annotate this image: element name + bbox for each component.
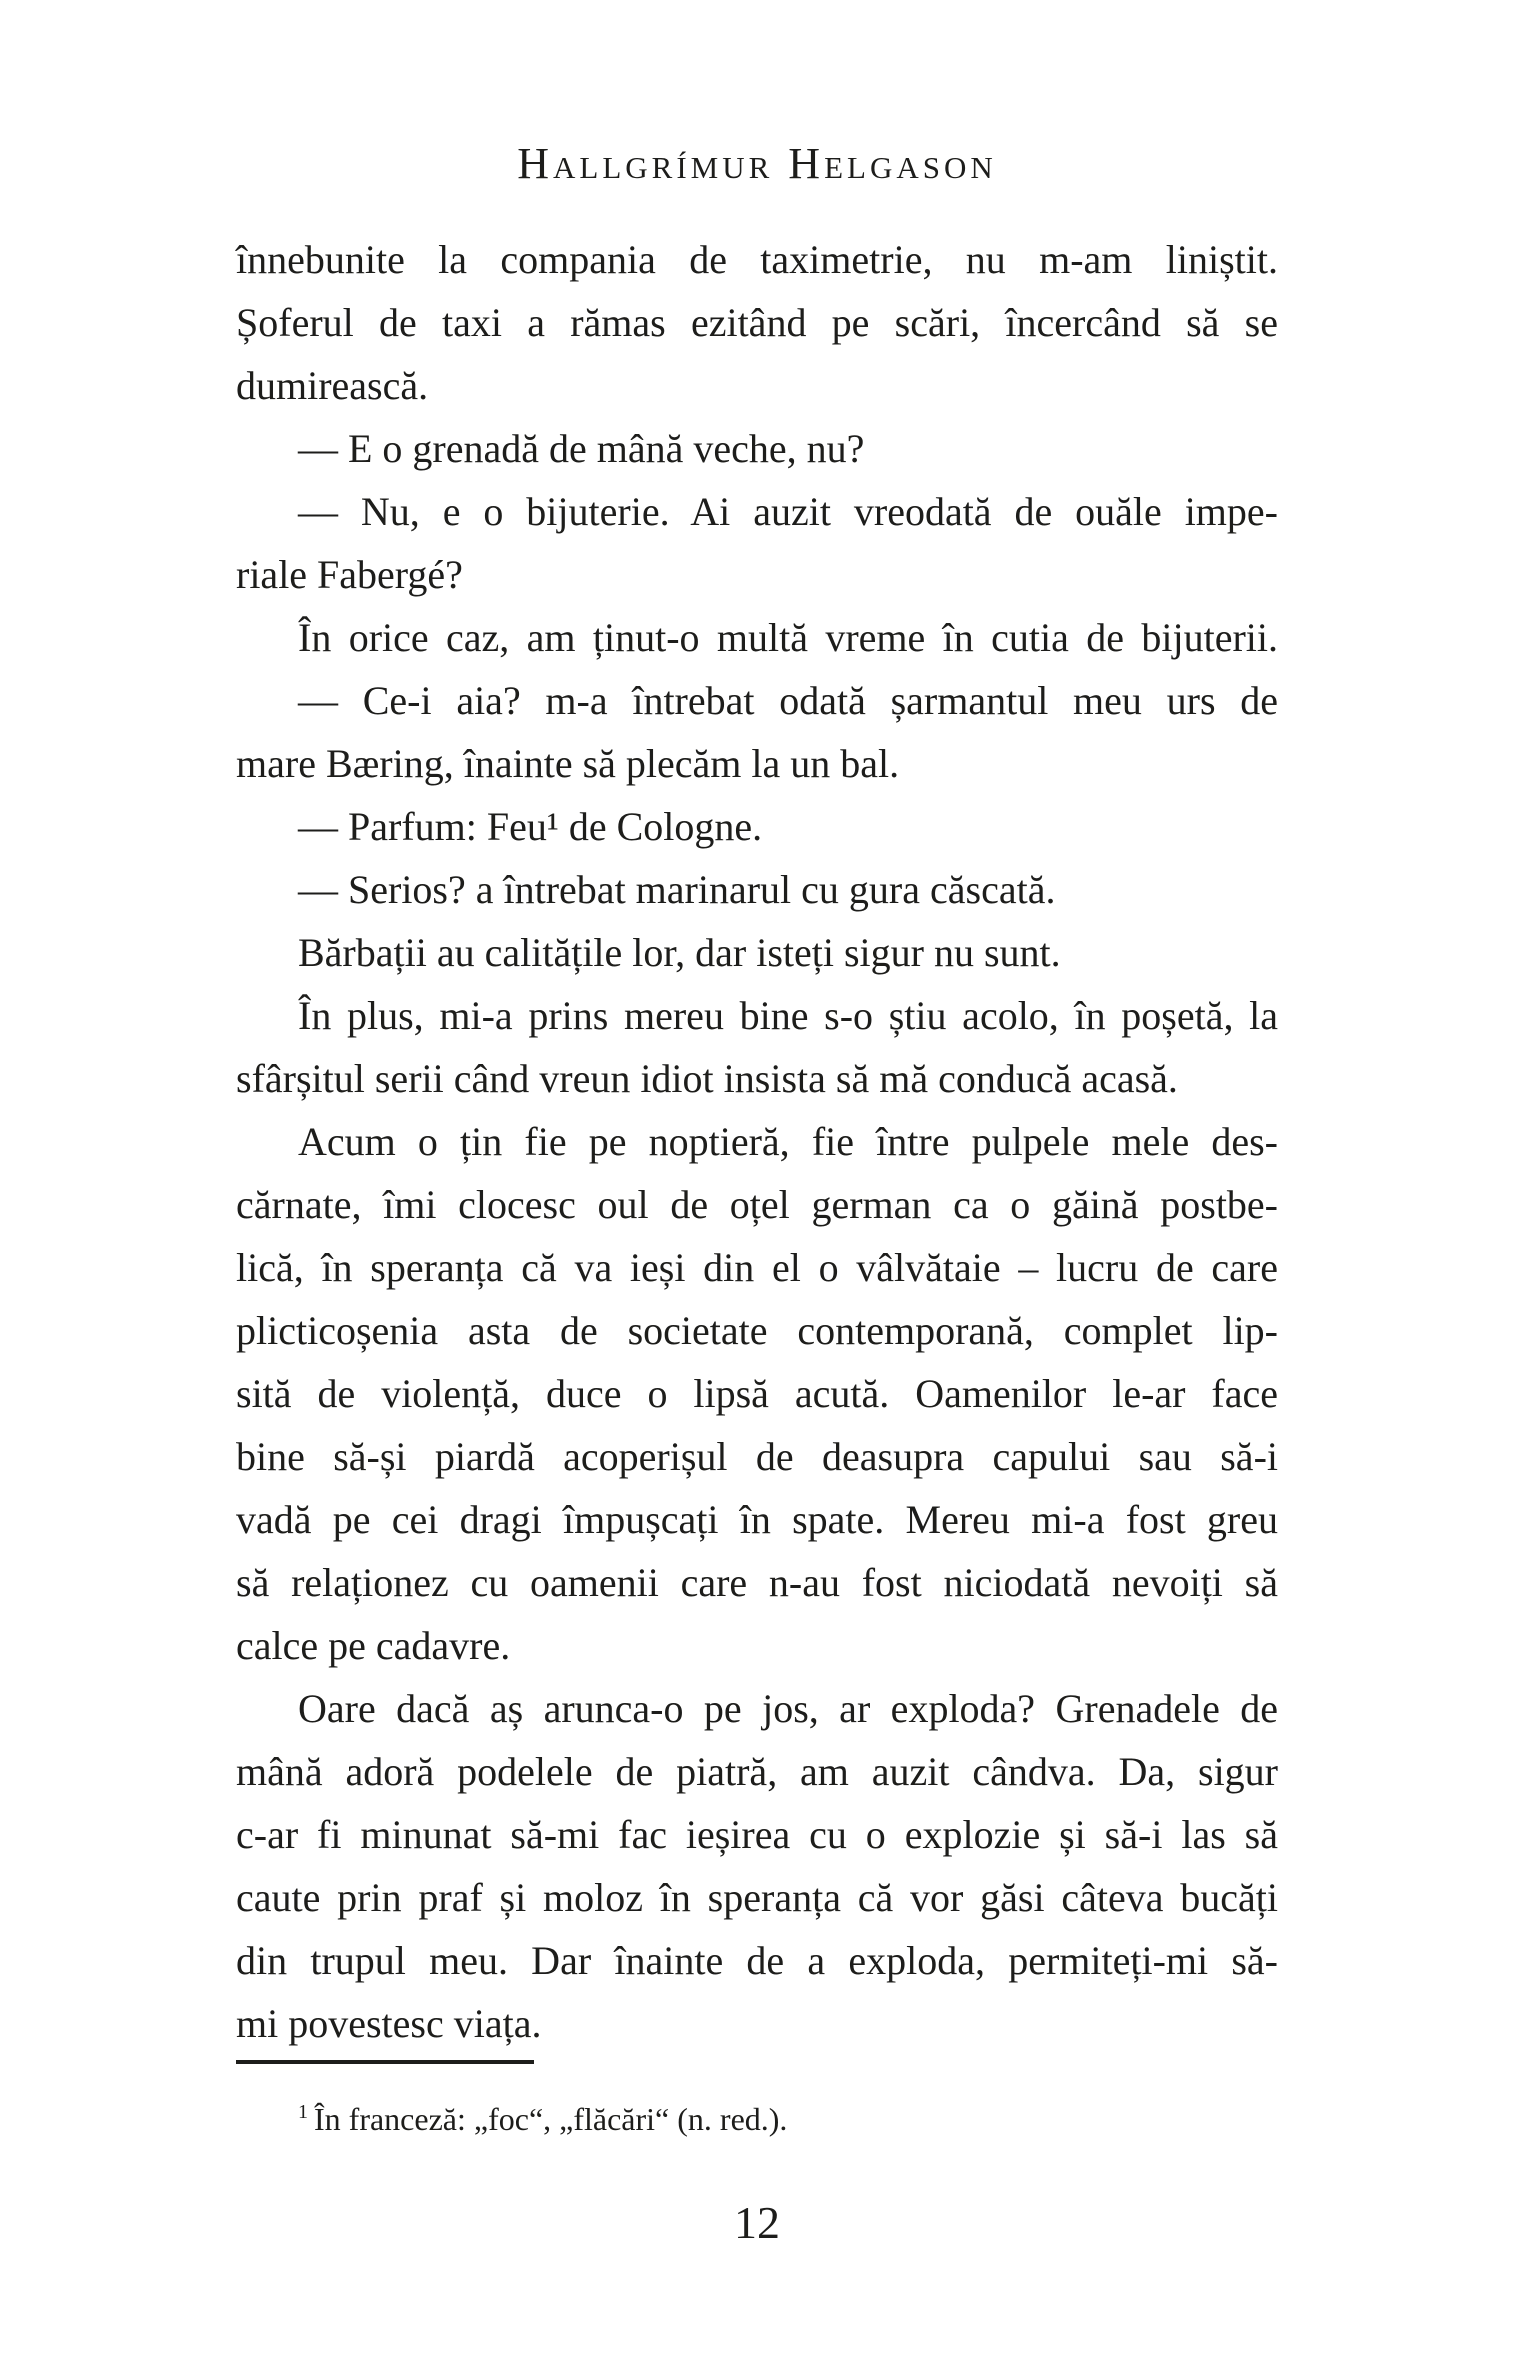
paragraph [236,480,1278,606]
text-line: În orice caz, am ținut-o multă vreme în cutia de bijuterii. [298,615,1278,660]
text-line: lică, în speranța că va ieși din el o vâlvătaie – lucru de care [236,1245,1278,1290]
paragraph [236,1677,1278,2055]
text-line: bine să-și piardă acoperișul de deasupra capului sau să-i [236,1434,1278,1479]
text-line: riale Fabergé? [236,552,463,597]
text-line: — Serios? a întrebat marinarul cu gura căscată. [298,867,1056,912]
running-header: Hallgrímur Helgason [517,139,997,188]
page-number: 12 [734,2197,780,2248]
text-line: mi povestesc viața. [236,2001,542,2046]
text-line: dumirească. [236,363,429,408]
paragraph [236,228,1278,417]
paragraph [236,921,1278,984]
text-line: — Parfum: Feu¹ de Cologne. [298,804,763,849]
text-line: înnebunite la compania de taximetrie, nu m-am liniștit. [236,237,1278,282]
body-text [236,228,1278,2055]
text-line: cărnate, îmi clocesc oul de oțel german ca o găină postbe- [236,1182,1278,1227]
text-line: Oare dacă aș arunca-o pe jos, ar exploda? Grenadele de [298,1686,1278,1731]
text-line: sfârșitul serii când vreun idiot insista să mă conducă acasă. [236,1056,1178,1101]
text-line: Acum o țin fie pe noptieră, fie între pulpele mele des- [298,1119,1278,1164]
footnote [236,2098,1278,2140]
text-line: — E o grenadă de mână veche, nu? [298,426,865,471]
paragraph [236,858,1278,921]
text-line: sită de violență, duce o lipsă acută. Oamenilor le-ar face [236,1371,1278,1416]
text-line: din trupul meu. Dar înainte de a exploda, permiteți-mi să- [236,1938,1278,1983]
text-line: Bărbații au calitățile lor, dar isteți sigur nu sunt. [298,930,1061,975]
text-line: — Ce-i aia? m-a întrebat odată șarmantul meu urs de [298,678,1278,723]
text-line: c-ar fi minunat să-mi fac ieșirea cu o explozie și să-i las să [236,1812,1278,1857]
text-line: În plus, mi-a prins mereu bine s-o știu acolo, în poșetă, la [298,993,1278,1038]
paragraph [236,417,1278,480]
paragraph [236,984,1278,1110]
paragraph [236,606,1278,669]
text-line: vadă pe cei dragi împușcați în spate. Mereu mi-a fost greu [236,1497,1278,1542]
footnote-rule [236,2060,534,2064]
text-line: — Nu, e o bijuterie. Ai auzit vreodată de ouăle impe- [298,489,1278,534]
text-line: caute prin praf și moloz în speranța că vor găsi câteva bucăți [236,1875,1278,1920]
text-line: să relaționez cu oamenii care n-au fost niciodată nevoiți să [236,1560,1278,1605]
text-line: Șoferul de taxi a rămas ezitând pe scări, încercând să se [236,300,1278,345]
paragraph [236,795,1278,858]
footnote-text: În franceză: „foc“, „flăcări“ (n. red.). [314,2101,788,2137]
paragraph [236,669,1278,795]
text-line: calce pe cadavre. [236,1623,511,1668]
text-line: plicticoșenia asta de societate contemporană, complet lip- [236,1308,1278,1353]
text-line: mână adoră podelele de piatră, am auzit cândva. Da, sigur [236,1749,1278,1794]
paragraph [236,1110,1278,1677]
footnote-marker: 1 [298,2101,308,2124]
text-line: mare Bæring, înainte să plecăm la un bal. [236,741,900,786]
